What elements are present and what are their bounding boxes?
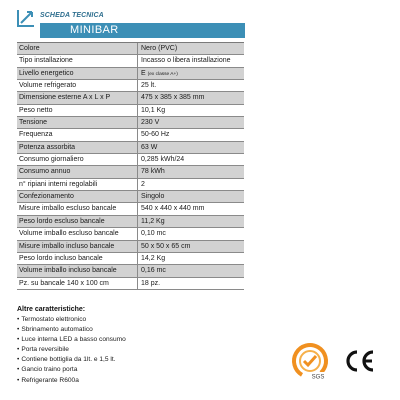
spec-label: Peso lordo escluso bancale bbox=[17, 216, 138, 227]
spec-value: Incasso o libera installazione bbox=[141, 57, 231, 65]
spec-label: Pz. su bancale 140 x 100 cm bbox=[17, 278, 138, 289]
product-name: MINIBAR bbox=[70, 24, 119, 36]
spec-row bbox=[17, 142, 244, 154]
ce-mark-icon bbox=[342, 349, 376, 373]
spec-label: Peso lordo incluso bancale bbox=[17, 253, 138, 264]
spec-row bbox=[17, 179, 244, 191]
spec-row bbox=[17, 166, 244, 178]
spec-value-main: E bbox=[141, 69, 146, 77]
spec-row bbox=[17, 68, 244, 80]
spec-row bbox=[17, 43, 244, 55]
spec-row bbox=[17, 253, 244, 265]
spec-row bbox=[17, 191, 244, 203]
spec-row bbox=[17, 203, 244, 215]
features-title: Altre caratteristiche: bbox=[17, 306, 86, 313]
spec-value: 50-60 Hz bbox=[141, 131, 170, 139]
spec-row bbox=[17, 129, 244, 141]
spec-value: 0,16 mc bbox=[141, 267, 166, 275]
feature-item: • Gancio traino porta bbox=[17, 365, 237, 375]
spec-value: 475 x 385 x 385 mm bbox=[141, 94, 205, 102]
spec-label: Frequenza bbox=[17, 129, 138, 140]
spec-label: Dimensione esterne A x L x P bbox=[17, 92, 138, 103]
spec-value: 78 kWh bbox=[141, 168, 165, 176]
spec-table bbox=[17, 42, 244, 290]
spec-value: 540 x 440 x 440 mm bbox=[141, 205, 205, 213]
spec-value: 63 W bbox=[141, 143, 158, 151]
spec-label: Misure imballo escluso bancale bbox=[17, 203, 138, 214]
spec-row bbox=[17, 216, 244, 228]
document-corner-icon bbox=[15, 7, 37, 29]
feature-item: • Sbrinamento automatico bbox=[17, 325, 237, 335]
sgs-label: SGS bbox=[311, 374, 325, 381]
spec-value-note: (ex classe A+) bbox=[147, 71, 178, 77]
spec-label: Consumo annuo bbox=[17, 166, 138, 177]
spec-value: 0,10 mc bbox=[141, 230, 166, 238]
section-title: SCHEDA TECNICA bbox=[40, 12, 104, 19]
spec-label: Volume refrigerato bbox=[17, 80, 138, 91]
spec-value: 18 pz. bbox=[141, 279, 161, 287]
spec-row bbox=[17, 228, 244, 240]
spec-label: Volume imballo escluso bancale bbox=[17, 228, 138, 239]
spec-value: 11,2 Kg bbox=[141, 217, 165, 225]
feature-item: • Luce interna LED a basso consumo bbox=[17, 335, 237, 345]
spec-row bbox=[17, 55, 244, 67]
spec-value: 25 lt. bbox=[141, 82, 157, 90]
spec-row bbox=[17, 265, 244, 277]
spec-label: Misure imballo incluso bancale bbox=[17, 241, 138, 252]
feature-list bbox=[17, 315, 237, 386]
spec-value: 10,1 Kg bbox=[141, 106, 166, 114]
spec-row bbox=[17, 117, 244, 129]
feature-item: • Termostato elettronico bbox=[17, 315, 237, 325]
spec-label: Colore bbox=[17, 43, 138, 54]
spec-value: 230 V bbox=[141, 119, 160, 127]
spec-row bbox=[17, 92, 244, 104]
spec-row bbox=[17, 80, 244, 92]
spec-label: Volume imballo incluso bancale bbox=[17, 265, 138, 276]
spec-label: n° ripiani interni regolabili bbox=[17, 179, 138, 190]
spec-label: Consumo giornaliero bbox=[17, 154, 138, 165]
spec-label: Confezionamento bbox=[17, 191, 138, 202]
spec-value bbox=[138, 68, 244, 79]
spec-value: Nero (PVC) bbox=[141, 45, 178, 52]
spec-value: 50 x 50 x 65 cm bbox=[141, 242, 191, 250]
spec-label: Potenza assorbita bbox=[17, 142, 138, 153]
spec-row bbox=[17, 105, 244, 117]
spec-value: 2 bbox=[141, 180, 145, 188]
spec-label: Livello energetico bbox=[17, 68, 138, 79]
feature-item: • Contiene bottiglia da 1lt. e 1,5 lt. bbox=[17, 355, 237, 365]
spec-row bbox=[17, 154, 244, 166]
spec-label: Tipo installazione bbox=[17, 55, 138, 66]
spec-value: Singolo bbox=[141, 193, 165, 201]
sgs-certification-icon bbox=[290, 341, 330, 381]
feature-item: • Porta reversibile bbox=[17, 345, 237, 355]
spec-value: 14,2 Kg bbox=[141, 254, 166, 262]
feature-item: • Refrigerante R600a bbox=[17, 376, 237, 386]
features-section bbox=[17, 306, 237, 386]
spec-row bbox=[17, 278, 244, 290]
spec-label: Peso netto bbox=[17, 105, 138, 116]
spec-row bbox=[17, 241, 244, 253]
spec-value: 0,285 kWh/24 bbox=[141, 156, 185, 164]
spec-label: Tensione bbox=[17, 117, 138, 128]
